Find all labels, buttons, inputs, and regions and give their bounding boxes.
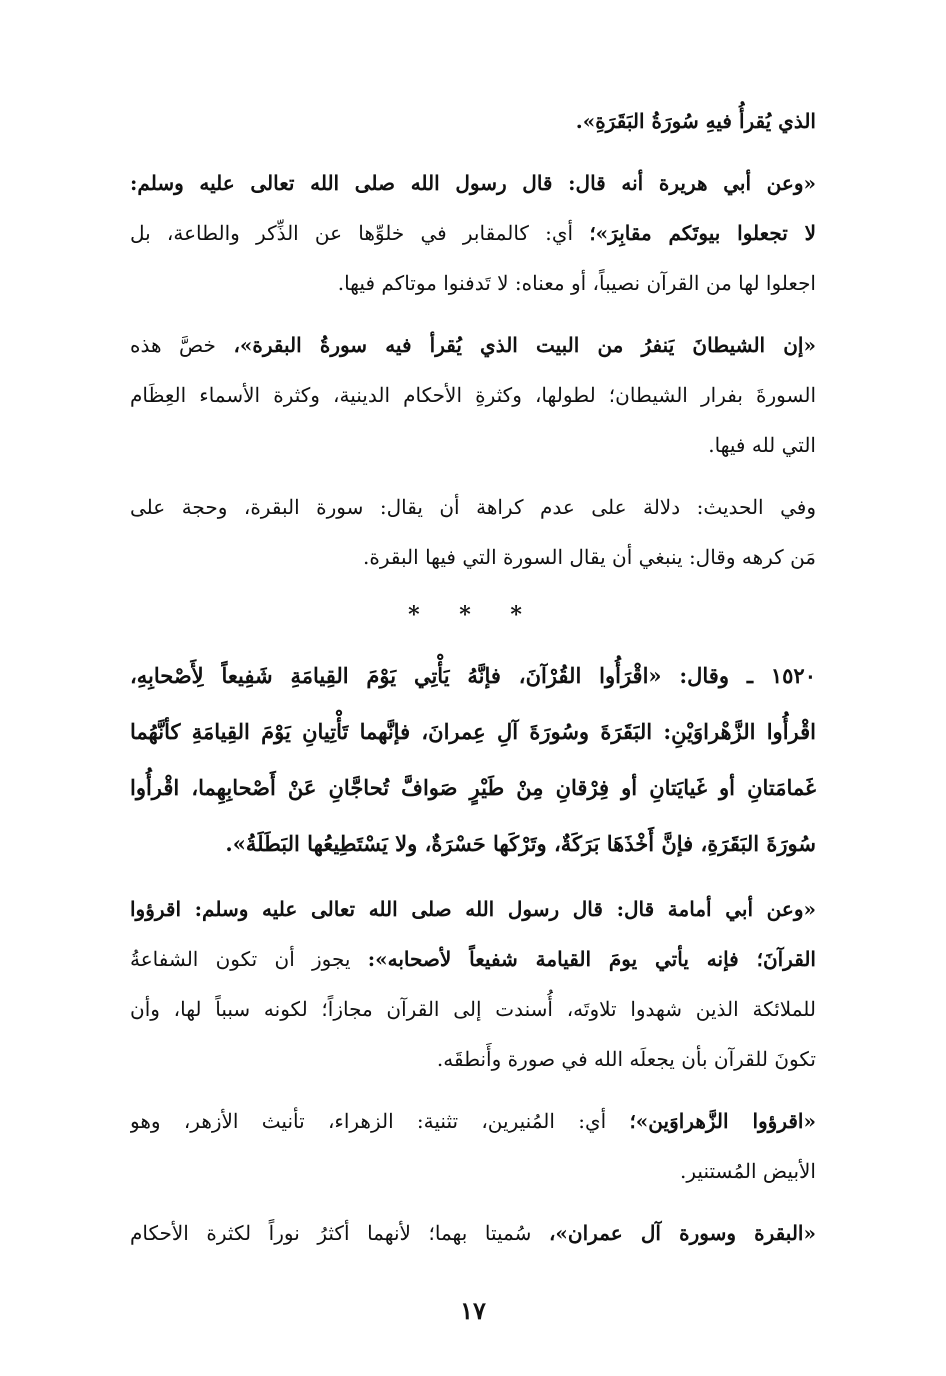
text-line: تكونَ للقرآن بأن يجعلَه الله في صورة وأَنطقَه. xyxy=(436,1047,816,1071)
text-line xyxy=(130,320,816,370)
commentary-text: سُميتا بهما؛ لأنهما أكثرُ نوراً لكثرة الأحكام xyxy=(130,1221,549,1245)
text-line: غَمامَتانِ أو غَيايَتانِ أو فِرْقانِ مِنْ طَيْرٍ صَوافَّ تُحاجَّانِ عَنْ أَصْحابِهِما، اقْرأُوا xyxy=(130,775,816,800)
commentary-text: أي: كالمقابر في خلوِّها عن الذِّكر والطاعة، بل xyxy=(130,221,590,245)
bold-quote: القرآنَ؛ فإنه يأتي يومَ القيامة شفيعاً لأصحابه»: xyxy=(367,947,816,971)
commentary-text: خصَّ هذه xyxy=(130,333,234,357)
text-line: «وعن أبي أمامة قال: قال رسول الله صلى الله تعالى عليه وسلم: اقرؤوا xyxy=(130,897,816,921)
paragraph xyxy=(130,320,816,470)
text-line: للملائكة الذين شهدوا تلاوتَه، أُسندت إلى القرآن مجازاً؛ لكونه سبباً لها، وأن xyxy=(130,997,816,1021)
bold-quote: لا تجعلوا بيوتَكم مقابِرَ»؛ xyxy=(589,221,816,245)
text-line xyxy=(130,1208,816,1258)
text-line: وفي الحديث: دلالة على عدم كراهة أن يقال: سورة البقرة، وحجة على xyxy=(130,495,816,519)
bold-quote: «البقرة وسورة آل عمران»، xyxy=(548,1221,816,1245)
paragraph xyxy=(130,158,816,308)
text-line: السورةَ بفرار الشيطان؛ لطولها، وكثرةِ الأحكام الدينية، وكثرة الأسماء العِظَام xyxy=(130,383,816,407)
text-line: اجعلوا لها من القرآن نصيباً، أو معناه: لا تَدفنوا موتاكم فيها. xyxy=(337,271,816,295)
text-line: ١٥٢٠ ـ وقال: «اقْرَأُوا القُرْآنَ، فإنَّهُ يَأْتِي يَوْمَ القِيامَةِ شَفِيعاً لِأَصْحابِهِ، xyxy=(130,663,816,688)
text-line: التي لله فيها. xyxy=(708,433,816,457)
commentary-text: أي: المُنيرين، تثنية: الزهراء، تأنيث الأزهر، وهو xyxy=(130,1109,630,1133)
commentary-text: يجوز أن تكون الشفاعةُ xyxy=(130,947,368,971)
hadith-paragraph xyxy=(130,648,816,872)
bold-quote: «إن الشيطانَ يَنفرُ من البيت الذي يُقرأ فيه سورةُ البقرة»، xyxy=(233,333,816,357)
page-body xyxy=(130,96,816,1258)
text-line xyxy=(130,208,816,258)
paragraph xyxy=(130,482,816,582)
paragraph xyxy=(130,96,816,146)
bold-quote: «اقرؤوا الزَّهراوَين»؛ xyxy=(629,1109,816,1133)
text-line: الأبيض المُستنير. xyxy=(680,1159,816,1183)
paragraph xyxy=(130,884,816,1084)
text-line xyxy=(130,934,816,984)
text-line xyxy=(130,1096,816,1146)
text-line: الذي يُقرأُ فيهِ سُورَةُ البَقَرَةِ». xyxy=(575,109,816,133)
text-line: «وعن أبي هريرة أنه قال: قال رسول الله صلى الله تعالى عليه وسلم: xyxy=(130,171,816,195)
paragraph xyxy=(130,1096,816,1196)
paragraph xyxy=(130,1208,816,1258)
page-number: ١٧ xyxy=(460,1296,486,1325)
text-line: اقْرأُوا الزَّهْراوَيْنِ: البَقَرَةَ وسُورَةَ آلِ عِمرانَ، فإنَّهما تَأْتِيانِ يَوْمَ القِيامَةِ كأنَّهُما xyxy=(130,719,816,744)
section-separator: * * * xyxy=(408,602,538,628)
text-line: سُورَةَ البَقَرَةِ، فإنَّ أَخْذَهَا بَرَكَةٌ، وتَرْكَها حَسْرَةٌ، ولا يَسْتَطِيعُها البَطَلَةُ». xyxy=(225,831,816,856)
text-line: مَن كرهه وقال: ينبغي أن يقال السورة التي فيها البقرة. xyxy=(363,545,816,569)
